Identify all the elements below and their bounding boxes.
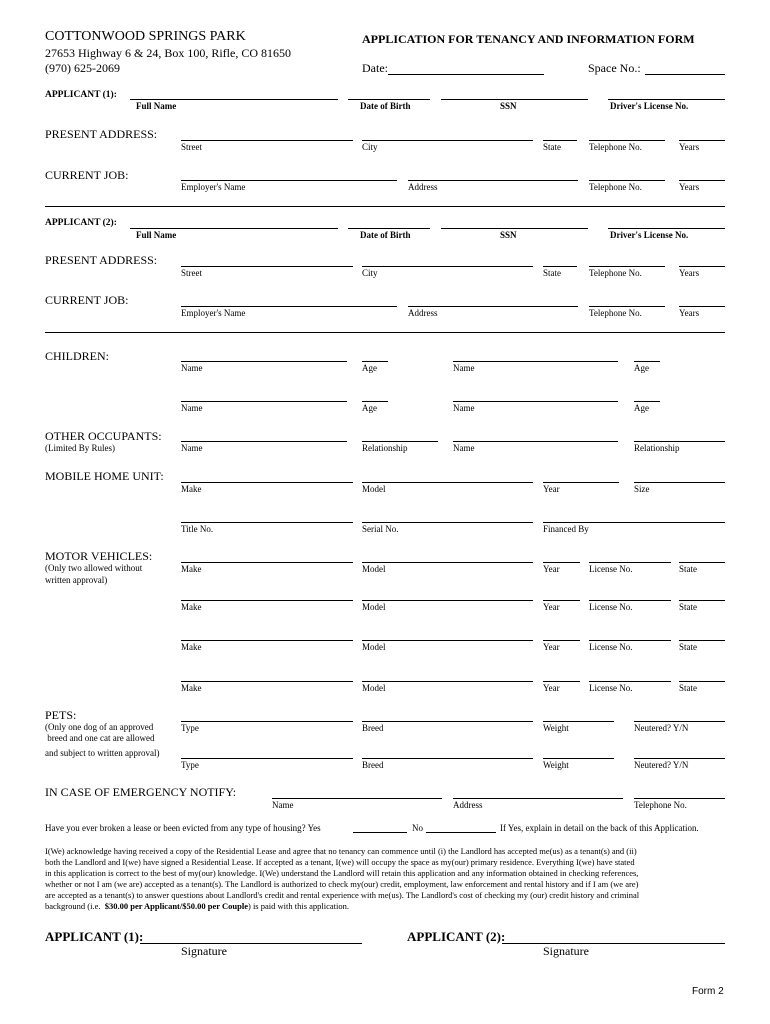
pet1-neutered-field[interactable] (634, 721, 725, 722)
vehicle-license-caption: License No. (589, 642, 633, 652)
applicant1-street-field[interactable] (181, 140, 353, 141)
applicant2-job-years-field[interactable] (679, 306, 725, 307)
applicant1-current-job-label: CURRENT JOB: (45, 168, 129, 182)
occupant1-relationship-field[interactable] (362, 441, 438, 442)
vehicle-make-caption: Make (181, 602, 202, 612)
applicant2-signature-label: APPLICANT (2): (407, 929, 506, 944)
mobile-home-title-field[interactable] (181, 522, 353, 523)
applicant1-signature-field[interactable] (140, 943, 362, 944)
park-address: 27653 Highway 6 & 24, Box 100, Rifle, CO 81650 (45, 46, 291, 60)
eviction-question: Have you ever broken a lease or been evicted from any type of housing? Yes (45, 823, 321, 833)
pets-note-1: (Only one dog of an approved (45, 722, 154, 732)
applicant1-years-caption: Years (679, 142, 700, 152)
eviction-yes-field[interactable] (353, 832, 407, 833)
applicant1-job-years-field[interactable] (679, 180, 725, 181)
applicant1-job-telephone-caption: Telephone No. (589, 182, 642, 192)
applicant2-street-field[interactable] (181, 266, 353, 267)
applicant2-present-address-label: PRESENT ADDRESS: (45, 253, 158, 267)
applicant2-ssn-field[interactable] (441, 228, 588, 229)
child1-name-field[interactable] (181, 361, 347, 362)
pet-weight-caption: Weight (543, 760, 569, 770)
eviction-explain-text: If Yes, explain in detail on the back of this Application. (500, 823, 699, 833)
pets-label: PETS: (45, 708, 77, 722)
vehicle4-license-field[interactable] (589, 681, 671, 682)
applicant1-city-field[interactable] (362, 140, 533, 141)
child3-age-field[interactable] (362, 401, 388, 402)
applicant2-years-field[interactable] (679, 266, 725, 267)
applicant2-job-address-caption: Address (408, 308, 438, 318)
child2-name-field[interactable] (453, 361, 618, 362)
pet-neutered-caption: Neutered? Y/N (634, 723, 689, 733)
vehicle3-model-field[interactable] (362, 640, 533, 641)
applicant2-license-caption: Driver's License No. (610, 230, 689, 240)
child-age-caption: Age (634, 403, 649, 413)
child-name-caption: Name (181, 403, 203, 413)
vehicle4-make-field[interactable] (181, 681, 353, 682)
applicant1-years-field[interactable] (679, 140, 725, 141)
child3-name-field[interactable] (181, 401, 347, 402)
child-name-caption: Name (453, 363, 475, 373)
mobile-home-year-caption: Year (543, 484, 560, 494)
eviction-no-label: No (412, 823, 423, 833)
child2-age-field[interactable] (634, 361, 660, 362)
park-name: COTTONWOOD SPRINGS PARK (45, 29, 246, 44)
pets-note-3: and subject to written approval) (45, 748, 160, 758)
space-no-label: Space No.: (588, 61, 641, 75)
applicant1-state-field[interactable] (543, 140, 577, 141)
vehicle-license-caption: License No. (589, 564, 633, 574)
child-age-caption: Age (634, 363, 649, 373)
mobile-home-size-caption: Size (634, 484, 650, 494)
occupant1-name-field[interactable] (181, 441, 347, 442)
ack-line-6 (45, 901, 735, 912)
vehicle2-year-field[interactable] (543, 600, 580, 601)
vehicle-year-caption: Year (543, 602, 560, 612)
applicant1-job-telephone-field[interactable] (589, 180, 665, 181)
applicant2-city-caption: City (362, 268, 378, 278)
emergency-address-field[interactable] (453, 798, 623, 799)
other-occupants-note: (Limited By Rules) (45, 443, 115, 453)
vehicle-license-caption: License No. (589, 602, 633, 612)
vehicle3-license-field[interactable] (589, 640, 671, 641)
vehicle2-model-field[interactable] (362, 600, 533, 601)
vehicle4-model-field[interactable] (362, 681, 533, 682)
applicant2-fullname-caption: Full Name (136, 230, 177, 240)
applicant2-license-field[interactable] (608, 228, 725, 229)
vehicle-year-caption: Year (543, 564, 560, 574)
form-number: Form 2 (692, 986, 724, 997)
mobile-home-make-caption: Make (181, 484, 202, 494)
vehicle-license-caption: License No. (589, 683, 633, 693)
pet2-breed-field[interactable] (362, 758, 533, 759)
ack-line-6-pre: background (i.e. (45, 901, 105, 911)
applicant1-employer-caption: Employer's Name (181, 182, 246, 192)
mobile-home-model-caption: Model (362, 484, 386, 494)
vehicle-model-caption: Model (362, 602, 386, 612)
vehicle-make-caption: Make (181, 683, 202, 693)
ack-line-2: both the Landlord and I(we) have signed a Residential Lease. If accepted as a tenant, I(we) will occupy the space as my(our) primary residence. Everything I(we) have stated (45, 857, 635, 867)
vehicle1-license-field[interactable] (589, 562, 671, 563)
mobile-home-year-field[interactable] (543, 482, 619, 483)
applicant2-ssn-caption: SSN (500, 230, 517, 240)
applicant2-job-telephone-caption: Telephone No. (589, 308, 642, 318)
applicant1-signature-label: APPLICANT (1): (45, 929, 144, 944)
vehicle-year-caption: Year (543, 683, 560, 693)
pet2-neutered-field[interactable] (634, 758, 725, 759)
vehicle-state-caption: State (679, 642, 697, 652)
vehicle-model-caption: Model (362, 642, 386, 652)
emergency-label: IN CASE OF EMERGENCY NOTIFY: (45, 785, 237, 799)
eviction-no-field[interactable] (426, 832, 496, 833)
space-no-field[interactable] (645, 74, 725, 75)
vehicle-make-caption: Make (181, 642, 202, 652)
applicant1-state-caption: State (543, 142, 561, 152)
vehicle-make-caption: Make (181, 564, 202, 574)
vehicle1-model-field[interactable] (362, 562, 533, 563)
applicant2-job-years-caption: Years (679, 308, 700, 318)
pet-breed-caption: Breed (362, 760, 384, 770)
ack-line-6-post: ) is paid with this application. (247, 901, 350, 911)
pets-note-2: breed and one cat are allowed (45, 733, 155, 743)
child4-age-field[interactable] (634, 401, 660, 402)
occupant2-name-field[interactable] (453, 441, 618, 442)
mobile-home-model-field[interactable] (362, 482, 533, 483)
form-title: APPLICATION FOR TENANCY AND INFORMATION FORM (362, 32, 695, 46)
applicant2-signature-caption: Signature (543, 944, 589, 958)
child-age-caption: Age (362, 403, 377, 413)
mobile-home-make-field[interactable] (181, 482, 353, 483)
applicant2-employer-caption: Employer's Name (181, 308, 246, 318)
pet1-weight-field[interactable] (543, 721, 614, 722)
vehicle4-state-field[interactable] (679, 681, 725, 682)
applicant1-dob-field[interactable] (348, 99, 430, 100)
ack-line-3: in this application is correct to the best of my(our) knowledge. I(We) understand the Landlord will retain this application and any information obtained in checking references, (45, 868, 639, 878)
ack-line-4: whether or not I am (we are) accepted as a tenant(s). The Landlord is authorized to check my(our) credit, employment, law enforcement and rental history and if I am (we are) (45, 879, 639, 889)
section-divider (45, 332, 725, 333)
applicant1-name-field[interactable] (130, 99, 338, 100)
occupant-relationship-caption: Relationship (634, 443, 680, 453)
children-label: CHILDREN: (45, 349, 109, 363)
applicant1-employer-field[interactable] (181, 180, 397, 181)
applicant1-city-caption: City (362, 142, 378, 152)
vehicle3-make-field[interactable] (181, 640, 353, 641)
pet-type-caption: Type (181, 723, 199, 733)
child-name-caption: Name (181, 363, 203, 373)
occupant2-relationship-field[interactable] (634, 441, 725, 442)
emergency-telephone-caption: Telephone No. (634, 800, 687, 810)
emergency-address-caption: Address (453, 800, 483, 810)
child-age-caption: Age (362, 363, 377, 373)
vehicle1-make-field[interactable] (181, 562, 353, 563)
mobile-home-financed-field[interactable] (543, 522, 725, 523)
mobile-home-serial-caption: Serial No. (362, 524, 399, 534)
applicant1-dob-caption: Date of Birth (360, 101, 411, 111)
vehicle1-year-field[interactable] (543, 562, 580, 563)
mobile-home-size-field[interactable] (634, 482, 725, 483)
applicant2-job-telephone-field[interactable] (589, 306, 665, 307)
vehicle-model-caption: Model (362, 683, 386, 693)
acknowledgement-paragraph (45, 846, 735, 912)
child1-age-field[interactable] (362, 361, 388, 362)
applicant1-license-field[interactable] (608, 99, 725, 100)
vehicle2-license-field[interactable] (589, 600, 671, 601)
child4-name-field[interactable] (453, 401, 618, 402)
applicant2-state-field[interactable] (543, 266, 577, 267)
applicant1-present-address-label: PRESENT ADDRESS: (45, 127, 158, 141)
applicant2-employer-field[interactable] (181, 306, 397, 307)
pet2-weight-field[interactable] (543, 758, 614, 759)
pet1-type-field[interactable] (181, 721, 353, 722)
applicant2-years-caption: Years (679, 268, 700, 278)
vehicle2-make-field[interactable] (181, 600, 353, 601)
applicant1-ssn-caption: SSN (500, 101, 517, 111)
applicant2-telephone-field[interactable] (589, 266, 665, 267)
vehicle3-year-field[interactable] (543, 640, 580, 641)
vehicle-year-caption: Year (543, 642, 560, 652)
date-field[interactable] (388, 74, 544, 75)
mobile-home-title-caption: Title No. (181, 524, 214, 534)
occupant-name-caption: Name (453, 443, 475, 453)
applicant2-name-field[interactable] (130, 228, 338, 229)
applicant1-signature-caption: Signature (181, 944, 227, 958)
pet-type-caption: Type (181, 760, 199, 770)
vehicle-state-caption: State (679, 683, 697, 693)
vehicle2-state-field[interactable] (679, 600, 725, 601)
emergency-name-field[interactable] (272, 798, 442, 799)
applicant2-label: APPLICANT (2): (45, 218, 117, 228)
emergency-telephone-field[interactable] (634, 798, 725, 799)
applicant1-license-caption: Driver's License No. (610, 101, 689, 111)
park-phone: (970) 625-2069 (45, 61, 120, 75)
occupant-relationship-caption: Relationship (362, 443, 408, 453)
section-divider (45, 206, 725, 207)
applicant2-job-address-field[interactable] (408, 306, 578, 307)
applicant2-signature-field[interactable] (502, 943, 725, 944)
applicant2-telephone-caption: Telephone No. (589, 268, 642, 278)
vehicle4-year-field[interactable] (543, 681, 580, 682)
applicant1-telephone-field[interactable] (589, 140, 665, 141)
motor-vehicles-label: MOTOR VEHICLES: (45, 549, 153, 563)
vehicle1-state-field[interactable] (679, 562, 725, 563)
applicant1-job-years-caption: Years (679, 182, 700, 192)
applicant1-telephone-caption: Telephone No. (589, 142, 642, 152)
applicant2-city-field[interactable] (362, 266, 533, 267)
date-label: Date: (362, 61, 388, 75)
applicant1-ssn-field[interactable] (441, 99, 588, 100)
child-name-caption: Name (453, 403, 475, 413)
pet2-type-field[interactable] (181, 758, 353, 759)
applicant2-dob-caption: Date of Birth (360, 230, 411, 240)
applicant2-dob-field[interactable] (348, 228, 430, 229)
ack-line-1: I(We) acknowledge having received a copy of the Residential Lease and agree that no tenancy can commence until (i) the Landlord has accepted me(us) as a tenant(s) and (ii) (45, 846, 637, 856)
vehicle-state-caption: State (679, 602, 697, 612)
occupant-name-caption: Name (181, 443, 203, 453)
emergency-name-caption: Name (272, 800, 294, 810)
mobile-home-serial-field[interactable] (362, 522, 533, 523)
other-occupants-label: OTHER OCCUPANTS: (45, 429, 162, 443)
applicant2-state-caption: State (543, 268, 561, 278)
pet-weight-caption: Weight (543, 723, 569, 733)
mobile-home-financed-caption: Financed By (543, 524, 589, 534)
vehicle-state-caption: State (679, 564, 697, 574)
motor-vehicles-note-2: written approval) (45, 575, 108, 585)
vehicle-model-caption: Model (362, 564, 386, 574)
pet-neutered-caption: Neutered? Y/N (634, 760, 689, 770)
applicant1-street-caption: Street (181, 142, 202, 152)
vehicle3-state-field[interactable] (679, 640, 725, 641)
applicant1-fullname-caption: Full Name (136, 101, 177, 111)
applicant1-job-address-field[interactable] (408, 180, 578, 181)
ack-fee: $30.00 per Applicant/$50.00 per Couple (104, 901, 248, 911)
applicant2-current-job-label: CURRENT JOB: (45, 293, 129, 307)
applicant1-label: APPLICANT (1): (45, 90, 117, 100)
ack-line-5: are accepted as a tenant(s) to answer questions about Landlord's credit and rental experience with me(us). The Landlord's cost of checking my (our) credit history and criminal (45, 890, 640, 900)
applicant1-job-address-caption: Address (408, 182, 438, 192)
applicant2-street-caption: Street (181, 268, 202, 278)
pet-breed-caption: Breed (362, 723, 384, 733)
pet1-breed-field[interactable] (362, 721, 533, 722)
motor-vehicles-note-1: (Only two allowed without (45, 563, 143, 573)
mobile-home-label: MOBILE HOME UNIT: (45, 469, 164, 483)
